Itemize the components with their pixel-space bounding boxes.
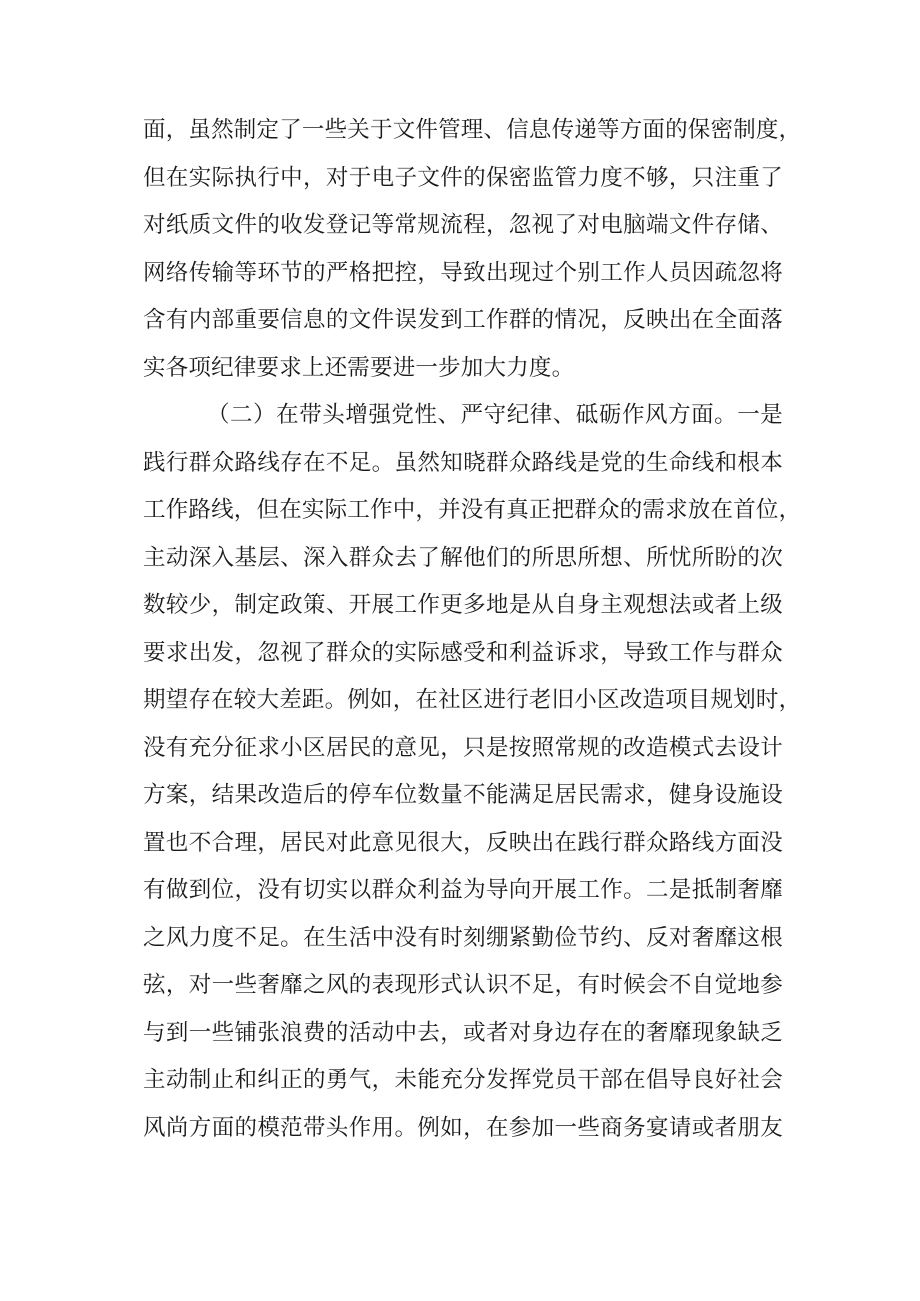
text-line: 数较少，制定政策、开展工作更多地是从自身主观想法或者上级 [143,592,783,618]
text-line: 含有内部重要信息的文件误发到工作群的情况，反映出在全面落 [143,307,783,333]
paragraph-1 [143,107,802,392]
text-line: 弦，对一些奢靡之风的表现形式认识不足，有时候会不自觉地参 [143,972,783,998]
text-line: 之风力度不足。在生活中没有时刻绷紧勤俭节约、反对奢靡这根 [143,924,783,951]
text-line: 期望存在较大差距。例如，在社区进行老旧小区改造项目规划时， [143,687,802,713]
text-line: 有做到位，没有切实以群众利益为导向开展工作。二是抵制奢靡 [143,877,783,903]
text-line: 实各项纪律要求上还需要进一步加大力度。 [143,354,575,381]
text-line: 面，虽然制定了一些关于文件管理、信息传递等方面的保密制度， [143,117,802,143]
text-line: 工作路线，但在实际工作中，并没有真正把群众的需求放在首位， [143,497,802,523]
text-line: 网络传输等环节的严格把控，导致出现过个别工作人员因疏忽将 [143,259,783,286]
text-line: 但在实际执行中，对于电子文件的保密监管力度不够，只注重了 [143,164,783,191]
body-text [143,107,802,1152]
text-line: 与到一些铺张浪费的活动中去，或者对身边存在的奢靡现象缺乏 [143,1019,783,1046]
text-line: 对纸质文件的收发登记等常规流程，忽视了对电脑端文件存储、 [143,212,783,238]
paragraph-2 [143,392,802,1152]
text-line: 没有充分征求小区居民的意见，只是按照常规的改造模式去设计 [143,734,783,761]
text-line: 方案，结果改造后的停车位数量不能满足居民需求，健身设施设 [143,782,783,808]
text-line: 要求出发，忽视了群众的实际感受和利益诉求，导致工作与群众 [143,639,783,666]
text-line: 主动深入基层、深入群众去了解他们的所思所想、所忧所盼的次 [143,544,783,571]
text-line: 践行群众路线存在不足。虽然知晓群众路线是党的生命线和根本 [143,449,783,476]
text-line: 主动制止和纠正的勇气，未能充分发挥党员干部在倡导良好社会 [143,1067,783,1093]
text-line: 置也不合理，居民对此意见很大，反映出在践行群众路线方面没 [143,829,783,856]
text-line: 风尚方面的模范带头作用。例如，在参加一些商务宴请或者朋友 [143,1114,783,1141]
text-line: （二）在带头增强党性、严守纪律、砥砺作风方面。一是 [207,402,783,428]
